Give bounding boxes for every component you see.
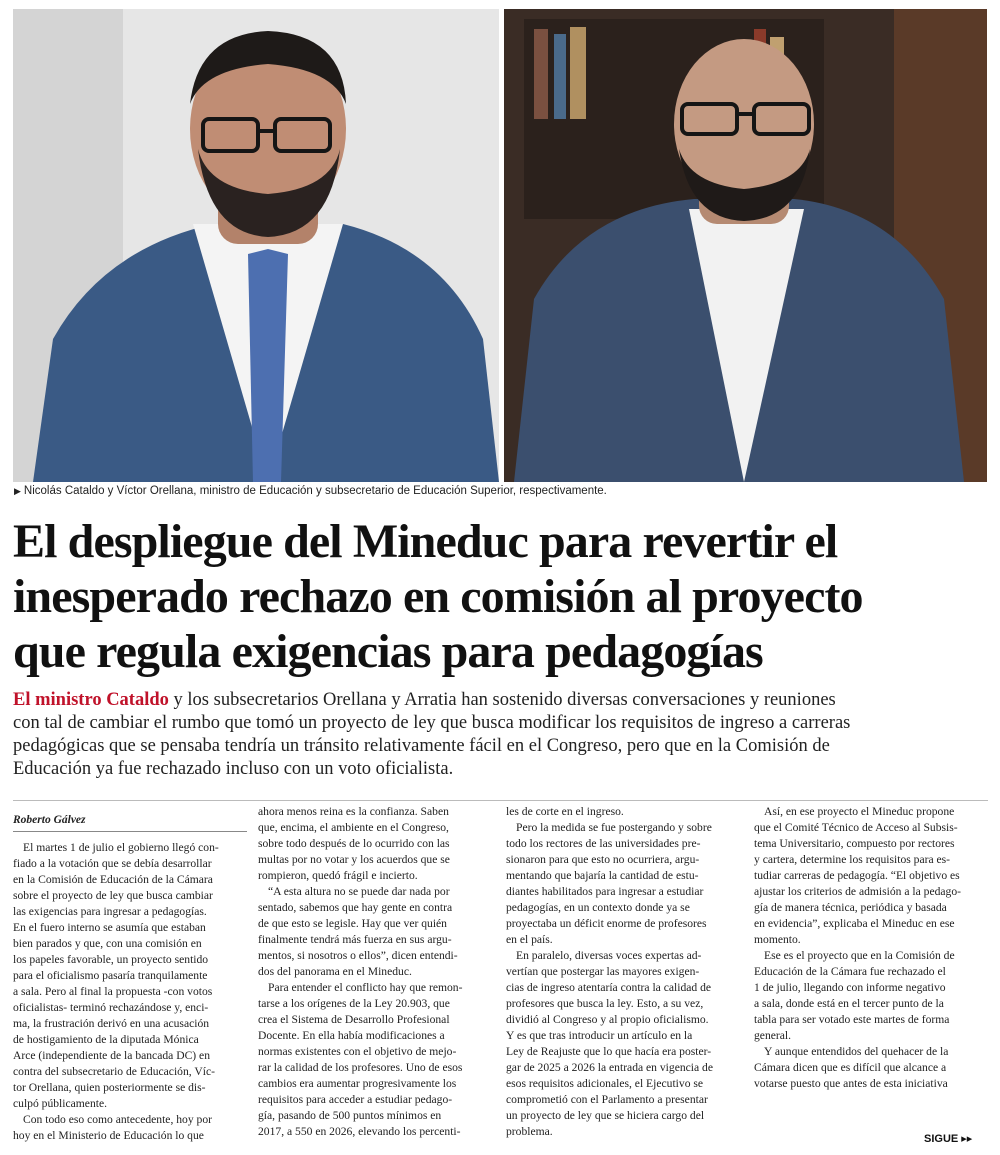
- column-line: en la Comisión de Educación de la Cámara: [13, 873, 213, 886]
- photo-victor-orellana: [504, 9, 987, 482]
- column-line: hoy en el Ministerio de Educación lo que: [13, 1129, 204, 1142]
- column-line: sobre el proyecto de ley que busca cambiar: [13, 889, 213, 902]
- column-line: gía de manera técnica, periódica y basada: [754, 901, 947, 914]
- lede: [13, 689, 988, 781]
- column-line: Para entender el conflicto hay que remon-: [268, 981, 463, 994]
- column-line: profesores que busca la ley. Esto, a su vez,: [506, 997, 704, 1010]
- column-line: vertían que postergar las mayores exigen-: [506, 965, 700, 978]
- column-line: sionaron para que esto no ocurriera, argu-: [506, 853, 700, 866]
- portrait-illustration-right: [504, 9, 987, 482]
- column-line: que el Comité Técnico de Acceso al Subsis-: [754, 821, 958, 834]
- headline-line: que regula exigencias para pedagogías: [13, 625, 763, 678]
- headline: [13, 514, 993, 679]
- column-line: tudiar carreras de pedagogía. “El objetivo es: [754, 869, 960, 882]
- lede-line: pedagógicas que se pensaba tendría un tránsito relativamente fácil en el Congreso, pero que en la Comisión de: [13, 736, 830, 756]
- column-line: Y aunque entendidos del quehacer de la: [764, 1045, 949, 1058]
- column-line: finalmente tendrá más fuerza en sus argu-: [258, 933, 452, 946]
- column-line: El martes 1 de julio el gobierno llegó con-: [23, 841, 219, 854]
- column-line: proyectaba un déficit enorme de profesores: [506, 917, 707, 930]
- column-line: dos del panorama en el Mineduc.: [258, 965, 412, 978]
- column-line: En paralelo, diversas voces expertas ad-: [516, 949, 702, 962]
- column-line: sobre todo después de lo ocurrido con las: [258, 837, 450, 850]
- column-line: rompieron, quedó frágil e incierto.: [258, 869, 418, 882]
- lede-line: Educación ya fue rechazado incluso con un voto oficialista.: [13, 759, 454, 779]
- article-column-3: [506, 804, 740, 1140]
- column-line: Con todo eso como antecedente, hoy por: [23, 1113, 212, 1126]
- portrait-illustration-left: [13, 9, 499, 482]
- column-line: fiado a la votación que se debía desarrollar: [13, 857, 212, 870]
- column-line: dividió al Congreso y al propio oficialismo.: [506, 1013, 709, 1026]
- column-line: los papeles favorable, un proyecto sentido: [13, 953, 209, 966]
- column-line: todo los rectores de las universidades pre-: [506, 837, 701, 850]
- column-text: [258, 804, 492, 1140]
- column-line: 1 de julio, llegando con informe negativo: [754, 981, 946, 994]
- column-line: en evidencia”, explicaba el Mineduc en ese: [754, 917, 955, 930]
- column-line: requisitos para acceder a estudiar pedago-: [258, 1093, 453, 1106]
- column-line: cambios era aumentar progresivamente los: [258, 1077, 457, 1090]
- column-line: comprometió con el Parlamento a presentar: [506, 1093, 708, 1106]
- column-line: para el oficialismo pasaría tranquilamente: [13, 969, 208, 982]
- column-line: de hostigamiento de la diputada Mónica: [13, 1033, 199, 1046]
- column-line: a sala, donde está en el tercer punto de la: [754, 997, 944, 1010]
- column-line: tema Universitario, compuesto por rectores: [754, 837, 955, 850]
- column-line: ma, la frustración derivó en una acusación: [13, 1017, 210, 1030]
- column-line: 2017, a 550 en 2026, elevando los percenti-: [258, 1125, 461, 1138]
- column-line: bien parados y que, con una comisión en: [13, 937, 202, 950]
- column-line: mentos, si nosotros o ellos”, dicen entendi-: [258, 949, 458, 962]
- column-line: que, encima, el ambiente en el Congreso,: [258, 821, 449, 834]
- photo-nicolas-cataldo: [13, 9, 499, 482]
- article-column-1: [13, 812, 247, 1144]
- column-line: votarse puesto que antes de esta iniciativa: [754, 1077, 948, 1090]
- column-line: Así, en ese proyecto el Mineduc propone: [764, 805, 955, 818]
- column-line: en el país.: [506, 933, 553, 946]
- lede-line: con tal de cambiar el rumbo que tomó un proyecto de ley que busca modificar los requisitos de ingreso a carreras: [13, 713, 851, 733]
- column-line: Ley de Reajuste que lo que hacía era poster-: [506, 1045, 712, 1058]
- lede-line-1: [13, 689, 988, 712]
- column-line: esos requisitos adicionales, el Ejecutivo se: [506, 1077, 704, 1090]
- column-line: las exigencias para ingresar a pedagogías.: [13, 905, 207, 918]
- column-line: tabla para ser votado este martes de forma: [754, 1013, 950, 1026]
- column-line: diantes habilitados para ingresar a estudiar: [506, 885, 704, 898]
- column-line: contra del subsecretario de Educación, Víc-: [13, 1065, 215, 1078]
- column-line: Ese es el proyecto que en la Comisión de: [764, 949, 955, 962]
- column-line: Y es que tras introducir un artículo en la: [506, 1029, 693, 1042]
- column-line: culpó públicamente.: [13, 1097, 108, 1110]
- column-line: “A esta altura no se puede dar nada por: [268, 885, 450, 898]
- column-line: Docente. En ella había modificaciones a: [258, 1029, 445, 1042]
- column-text: [13, 840, 247, 1144]
- column-line: oficialistas- terminó rechazándose y, enci-: [13, 1001, 209, 1014]
- column-line: un proyecto de ley que se hiciera cargo del: [506, 1109, 705, 1122]
- column-line: Educación de la Cámara fue rechazado el: [754, 965, 946, 978]
- article-column-2: [258, 804, 492, 1140]
- column-line: ahora menos reina es la confianza. Saben: [258, 805, 449, 818]
- column-line: Pero la medida se fue postergando y sobre: [516, 821, 712, 834]
- headline-line: inesperado rechazo en comisión al proyecto: [13, 570, 863, 623]
- column-line: En el fuero interno se asumía que estaban: [13, 921, 206, 934]
- caption-text: Nicolás Cataldo y Víctor Orellana, ministro de Educación y subsecretario de Educación Superior, respectivamente.: [23, 485, 607, 497]
- photo-caption: [14, 485, 607, 497]
- column-line: gar de 2025 a 2026 la entrada en vigencia de: [506, 1061, 713, 1074]
- column-line: sentado, sabemos que hay gente en contra: [258, 901, 453, 914]
- article-column-4: [754, 804, 988, 1092]
- column-line: tarse a los orígenes de la Ley 20.903, que: [258, 997, 450, 1010]
- column-line: tor Orellana, quien posteriormente se dis-: [13, 1081, 206, 1094]
- column-line: multas por no votar y los acuerdos que se: [258, 853, 450, 866]
- column-line: Arce (independiente de la bancada DC) en: [13, 1049, 210, 1062]
- byline: Roberto Gálvez: [13, 812, 247, 832]
- column-line: normas existentes con el objetivo de mejo-: [258, 1045, 457, 1058]
- column-line: y cartera, determine los requisitos para es-: [754, 853, 951, 866]
- column-line: problema.: [506, 1125, 553, 1138]
- headline-line: El despliegue del Mineduc para revertir el: [13, 515, 838, 568]
- continue-label: SIGUE ▸▸: [924, 1133, 973, 1145]
- column-text: [506, 804, 740, 1140]
- column-line: a sala. Pero al final la propuesta -con votos: [13, 985, 213, 998]
- lede-line: y los subsecretarios Orellana y Arratia han sostenido diversas conversaciones y reuniones: [168, 690, 836, 710]
- column-line: les de corte en el ingreso.: [506, 805, 624, 818]
- column-line: gía, pasando de 500 puntos mínimos en: [258, 1109, 442, 1122]
- column-line: general.: [754, 1029, 792, 1042]
- column-line: ajustar los criterios de admisión a la pedago-: [754, 885, 962, 898]
- column-line: de que esto se legisle. Hay que ver quién: [258, 917, 447, 930]
- column-line: mentando que bajaría la cantidad de estu-: [506, 869, 699, 882]
- photo-strip: [13, 9, 987, 482]
- column-line: rar la calidad de los profesores. Uno de esos: [258, 1061, 463, 1074]
- caption-triangle-icon: ▶: [14, 486, 21, 496]
- column-line: Cámara dicen que es difícil que alcance a: [754, 1061, 947, 1074]
- column-line: crea el Sistema de Desarrollo Profesional: [258, 1013, 450, 1026]
- column-line: cias de ingreso atentaría contra la calidad de: [506, 981, 712, 994]
- section-divider: [13, 800, 988, 801]
- column-text: [754, 804, 988, 1092]
- lede-lead: El ministro Cataldo: [13, 690, 169, 710]
- column-line: momento.: [754, 933, 801, 946]
- column-line: pedagogías, en un contexto donde ya se: [506, 901, 690, 914]
